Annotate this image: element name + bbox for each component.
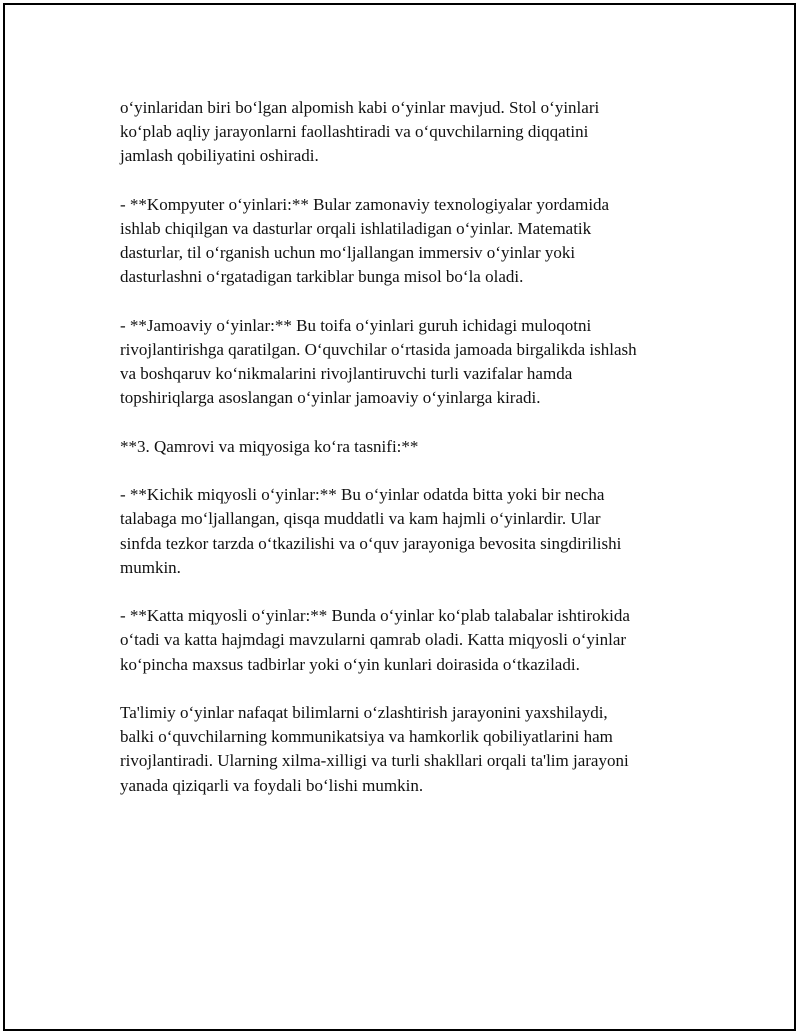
document-body (120, 96, 700, 822)
paragraph-small-scale-games: - **Kichik miqyosli o‘yinlar:** Bu o‘yinlar odatda bitta yoki bir necha talabaga mo‘ljallangan, qisqa muddatli va kam hajmli o‘yinlardir. Ular sinfda tezkor tarzda o‘tkazilishi va o‘quv jarayoniga bevosita singdirilishi mumkin. (120, 485, 622, 577)
paragraph-computer-games: - **Kompyuter o‘yinlari:** Bular zamonaviy texnologiyalar yordamida ishlab chiqilgan va dasturlar orqali ishlatiladigan o‘yinlar. Matematik dasturlar, til o‘rganish uchun mo‘ljallangan immersiv o‘yinlar yoki dasturlashni o‘rgatadigan tarkiblar bunga misol bo‘la oladi. (120, 194, 610, 287)
paragraph-board-games: o‘yinlaridan biri bo‘lgan alpomish kabi o‘yinlar mavjud. Stol o‘yinlari ko‘plab aqliy jarayonlarni faollashtiradi va o‘quvchilarning diqqatini jamlash qobiliyatini oshiradi. (120, 98, 600, 166)
paragraph-team-games: - **Jamoaviy o‘yinlar:** Bu toifa o‘yinlari guruh ichidagi muloqotni rivojlantirishga qaratilgan. O‘quvchilar o‘rtasida jamoada birgalikda ishlash va boshqaruv ko‘nikmalarini rivojlantiruvchi turli vazifalar hamda topshiriqlarga asoslangan o‘yinlar jamoaviy o‘yinlarga kiradi. (120, 315, 637, 408)
paragraph-large-scale-games: - **Katta miqyosli o‘yinlar:** Bunda o‘yinlar ko‘plab talabalar ishtirokida o‘tadi va katta hajmdagi mavzularni qamrab oladi. Katta miqyosli o‘yinlar ko‘pincha maxsus tadbirlar yoki o‘yin kunlari doirasida o‘tkaziladi. (120, 606, 630, 674)
paragraph-conclusion: Ta'limiy o‘yinlar nafaqat bilimlarni o‘zlashtirish jarayonini yaxshilaydi, balki o‘quvchilarning kommunikatsiya va hamkorlik qobiliyatlarini ham rivojlantiradi. Ularning xilma-xilligi va turli shakllari orqali ta'lim jarayoni yanada qiziqarli va foydali bo‘lishi mumkin. (120, 702, 629, 795)
section-heading-scope-classification: **3. Qamrovi va miqyosiga ko‘ra tasnifi:** (120, 436, 419, 456)
document-page (3, 3, 796, 1031)
